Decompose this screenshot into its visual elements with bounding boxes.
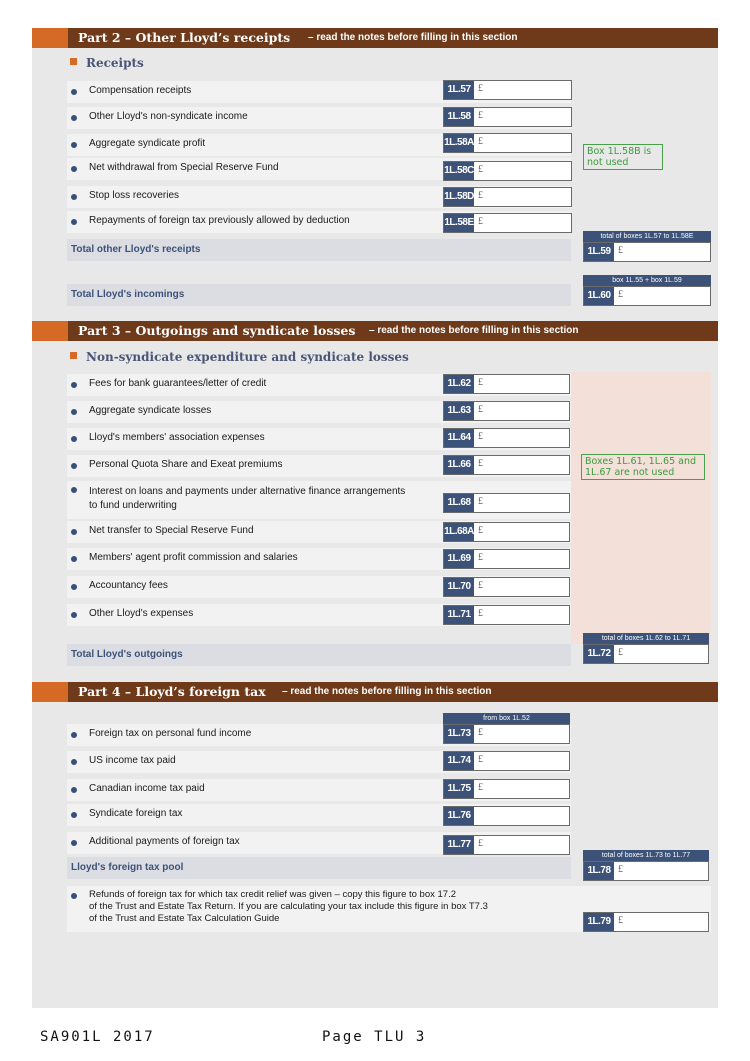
header-accent bbox=[32, 28, 68, 48]
box-code: 1L.59 bbox=[584, 243, 614, 261]
sum-label-1L59: total of boxes 1L.57 to 1L.58E bbox=[583, 231, 711, 242]
bullet-icon bbox=[71, 487, 77, 493]
total-label: Total other Lloyd's receipts bbox=[71, 244, 201, 255]
bullet-icon bbox=[71, 556, 77, 562]
row-label: Other Lloyd's non-syndicate income bbox=[89, 111, 248, 122]
expenditure-heading bbox=[70, 350, 409, 364]
note-box-unused-boxes: Boxes 1L.61, 1L.65 and 1L.67 are not used bbox=[581, 454, 705, 480]
bullet-icon bbox=[71, 732, 77, 738]
pound-sign: £ bbox=[478, 458, 483, 469]
amount-input-1L64[interactable] bbox=[488, 430, 567, 446]
bullet-icon bbox=[71, 194, 77, 200]
box-1L74[interactable] bbox=[443, 751, 570, 771]
sum-label-1L72: total of boxes 1L.62 to 1L.71 bbox=[583, 633, 709, 644]
amount-input-1L58[interactable] bbox=[488, 109, 569, 125]
box-1L78[interactable] bbox=[583, 861, 709, 881]
amount-input-1L79[interactable] bbox=[628, 914, 706, 930]
amount-input-1L58A[interactable] bbox=[488, 135, 569, 151]
box-1L72[interactable] bbox=[583, 644, 709, 664]
bullet-icon bbox=[71, 812, 77, 818]
form-id: SA901L 2017 bbox=[40, 1029, 155, 1045]
row-label: Stop loss recoveries bbox=[89, 190, 180, 201]
amount-input-1L75[interactable] bbox=[488, 781, 567, 797]
box-code: 1L.68A bbox=[444, 523, 474, 541]
amount-input-1L58C[interactable] bbox=[488, 163, 569, 179]
total-incomings-row bbox=[67, 284, 571, 306]
note-box-58B-unused: Box 1L.58B is not used bbox=[583, 144, 663, 170]
box-1L58[interactable] bbox=[443, 107, 572, 127]
box-1L68[interactable] bbox=[443, 493, 570, 513]
amount-input-1L63[interactable] bbox=[488, 403, 567, 419]
amount-input-1L78[interactable] bbox=[628, 863, 706, 879]
part3-note: – read the notes before filling in this section bbox=[369, 325, 579, 336]
bullet-square-icon bbox=[70, 352, 77, 359]
box-1L64[interactable] bbox=[443, 428, 570, 448]
header-accent bbox=[32, 321, 68, 341]
pound-sign: £ bbox=[478, 404, 483, 415]
pound-sign: £ bbox=[478, 525, 483, 536]
box-code: 1L.74 bbox=[444, 752, 474, 770]
box-code: 1L.79 bbox=[584, 913, 614, 931]
unused-boxes-panel bbox=[571, 372, 711, 644]
box-code: 1L.72 bbox=[584, 645, 614, 663]
box-code: 1L.58 bbox=[444, 108, 474, 126]
row-label: Members' agent profit commission and salaries bbox=[89, 552, 298, 563]
pound-sign: £ bbox=[618, 864, 623, 875]
part2-note: – read the notes before filling in this section bbox=[308, 32, 518, 43]
pound-sign: £ bbox=[478, 164, 483, 175]
row-label: Repayments of foreign tax previously allowed by deduction bbox=[89, 215, 350, 226]
pound-sign: £ bbox=[478, 838, 483, 849]
box-code: 1L.63 bbox=[444, 402, 474, 420]
pound-sign: £ bbox=[618, 289, 623, 300]
pound-sign: £ bbox=[478, 83, 483, 94]
bullet-icon bbox=[71, 787, 77, 793]
refunds-line3: of the Trust and Estate Tax Calculation Guide bbox=[89, 913, 280, 924]
pound-sign: £ bbox=[478, 754, 483, 765]
bullet-icon bbox=[71, 893, 77, 899]
amount-input-1L74[interactable] bbox=[488, 753, 567, 769]
box-1L58A[interactable] bbox=[443, 133, 572, 153]
pound-sign: £ bbox=[478, 727, 483, 738]
box-1L68A[interactable] bbox=[443, 522, 570, 542]
row-label: Net withdrawal from Special Reserve Fund bbox=[89, 162, 279, 173]
box-code: 1L.58A bbox=[444, 134, 474, 152]
box-1L71[interactable] bbox=[443, 605, 570, 625]
row-label: Additional payments of foreign tax bbox=[89, 836, 240, 847]
total-other-receipts-row bbox=[67, 239, 571, 261]
refunds-line2: of the Trust and Estate Tax Return. If you are calculating your tax include this figure in box T7.3 bbox=[89, 901, 488, 912]
pound-sign: £ bbox=[478, 608, 483, 619]
bullet-icon bbox=[71, 612, 77, 618]
total-label: Total Lloyd's outgoings bbox=[71, 649, 183, 660]
page-number: Page TLU 3 bbox=[322, 1029, 427, 1045]
box-code: 1L.73 bbox=[444, 725, 474, 743]
box-code: 1L.57 bbox=[444, 81, 474, 99]
box-code: 1L.70 bbox=[444, 578, 474, 596]
total-label: Total Lloyd's incomings bbox=[71, 289, 185, 300]
header-accent bbox=[32, 682, 68, 702]
pound-sign: £ bbox=[618, 647, 623, 658]
amount-input-1L62[interactable] bbox=[488, 376, 567, 392]
amount-input-1L76[interactable] bbox=[488, 808, 567, 824]
part2-header bbox=[32, 28, 718, 48]
pound-sign: £ bbox=[478, 377, 483, 388]
box-1L79[interactable] bbox=[583, 912, 709, 932]
pound-sign: £ bbox=[618, 245, 623, 256]
from-box-label: from box 1L.52 bbox=[443, 713, 570, 724]
bullet-icon bbox=[71, 584, 77, 590]
row-label: Accountancy fees bbox=[89, 580, 168, 591]
bullet-icon bbox=[71, 409, 77, 415]
expenditure-heading-text: Non-syndicate expenditure and syndicate losses bbox=[86, 350, 409, 364]
row-label-line1: Interest on loans and payments under alternative finance arrangements bbox=[89, 486, 406, 497]
pound-sign: £ bbox=[478, 190, 483, 201]
bullet-icon bbox=[71, 463, 77, 469]
bullet-icon bbox=[71, 142, 77, 148]
pound-sign: £ bbox=[478, 431, 483, 442]
box-1L60[interactable] bbox=[583, 286, 711, 306]
pound-sign: £ bbox=[478, 496, 483, 507]
row-label: Aggregate syndicate losses bbox=[89, 405, 212, 416]
box-code: 1L.66 bbox=[444, 456, 474, 474]
row-label: Fees for bank guarantees/letter of credit bbox=[89, 378, 267, 389]
pound-sign: £ bbox=[478, 216, 483, 227]
bullet-square-icon bbox=[70, 58, 77, 65]
amount-input-1L66[interactable] bbox=[488, 457, 567, 473]
box-1L75[interactable] bbox=[443, 779, 570, 799]
pound-sign: £ bbox=[478, 110, 483, 121]
amount-input-1L68A[interactable] bbox=[488, 524, 567, 540]
row-label: Aggregate syndicate profit bbox=[89, 138, 206, 149]
box-code: 1L.64 bbox=[444, 429, 474, 447]
box-code: 1L.62 bbox=[444, 375, 474, 393]
bullet-icon bbox=[71, 759, 77, 765]
pound-sign: £ bbox=[478, 552, 483, 563]
box-1L77[interactable] bbox=[443, 835, 570, 855]
receipts-heading bbox=[70, 56, 144, 70]
total-outgoings-row bbox=[67, 644, 571, 666]
bullet-icon bbox=[71, 219, 77, 225]
sum-label-1L60: box 1L.55 + box 1L.59 bbox=[583, 275, 711, 286]
box-1L76[interactable] bbox=[443, 806, 570, 826]
bullet-icon bbox=[71, 115, 77, 121]
amount-input-1L58D[interactable] bbox=[488, 189, 569, 205]
box-1L69[interactable] bbox=[443, 549, 570, 569]
bullet-icon bbox=[71, 382, 77, 388]
box-code: 1L.68 bbox=[444, 494, 474, 512]
part3-header bbox=[32, 321, 718, 341]
refunds-line1: Refunds of foreign tax for which tax credit relief was given – copy this figure to box 17.2 bbox=[89, 889, 456, 900]
receipts-heading-text: Receipts bbox=[86, 56, 144, 70]
box-code: 1L.58E bbox=[444, 214, 474, 232]
amount-input-1L59[interactable] bbox=[628, 244, 708, 260]
bullet-icon bbox=[71, 840, 77, 846]
pound-sign: £ bbox=[478, 580, 483, 591]
bullet-icon bbox=[71, 436, 77, 442]
amount-input-1L69[interactable] bbox=[488, 551, 567, 567]
box-1L70[interactable] bbox=[443, 577, 570, 597]
row-label: Compensation receipts bbox=[89, 85, 192, 96]
box-code: 1L.58D bbox=[444, 188, 474, 206]
box-code: 1L.60 bbox=[584, 287, 614, 305]
box-1L58E[interactable] bbox=[443, 213, 572, 233]
row-label: Net transfer to Special Reserve Fund bbox=[89, 525, 254, 536]
box-1L66[interactable] bbox=[443, 455, 570, 475]
amount-input-1L58E[interactable] bbox=[488, 215, 569, 231]
total-label: Lloyd's foreign tax pool bbox=[71, 862, 184, 873]
bullet-icon bbox=[71, 166, 77, 172]
part4-header bbox=[32, 682, 718, 702]
box-1L59[interactable] bbox=[583, 242, 711, 262]
row-label: US income tax paid bbox=[89, 755, 176, 766]
row-label: Foreign tax on personal fund income bbox=[89, 728, 252, 739]
amount-input-1L72[interactable] bbox=[628, 646, 706, 662]
foreign-tax-pool-row bbox=[67, 857, 571, 879]
amount-input-1L70[interactable] bbox=[488, 579, 567, 595]
box-code: 1L.58C bbox=[444, 162, 474, 180]
box-1L73[interactable] bbox=[443, 724, 570, 744]
row-label-line2: to fund underwriting bbox=[89, 500, 177, 511]
row-label: Canadian income tax paid bbox=[89, 783, 205, 794]
box-1L58C[interactable] bbox=[443, 161, 572, 181]
pound-sign: £ bbox=[618, 915, 623, 926]
box-1L58D[interactable] bbox=[443, 187, 572, 207]
amount-input-1L68[interactable] bbox=[488, 495, 567, 511]
amount-input-1L71[interactable] bbox=[488, 607, 567, 623]
bullet-icon bbox=[71, 89, 77, 95]
pound-sign: £ bbox=[478, 782, 483, 793]
row-label: Other Lloyd's expenses bbox=[89, 608, 194, 619]
part4-note: – read the notes before filling in this section bbox=[282, 686, 492, 697]
box-1L57[interactable] bbox=[443, 80, 572, 100]
bullet-icon bbox=[71, 529, 77, 535]
amount-input-1L57[interactable] bbox=[488, 82, 569, 98]
row-label: Personal Quota Share and Exeat premiums bbox=[89, 459, 283, 470]
row-label: Lloyd's members' association expenses bbox=[89, 432, 265, 443]
box-1L63[interactable] bbox=[443, 401, 570, 421]
box-1L62[interactable] bbox=[443, 374, 570, 394]
box-code: 1L.71 bbox=[444, 606, 474, 624]
part2-title: Part 2 – Other Lloyd’s receipts bbox=[78, 30, 291, 45]
box-code: 1L.77 bbox=[444, 836, 474, 854]
part4-title: Part 4 – Lloyd’s foreign tax bbox=[78, 684, 266, 699]
row-label: Syndicate foreign tax bbox=[89, 808, 183, 819]
box-code: 1L.78 bbox=[584, 862, 614, 880]
amount-input-1L60[interactable] bbox=[628, 288, 708, 304]
box-code: 1L.69 bbox=[444, 550, 474, 568]
part3-title: Part 3 – Outgoings and syndicate losses bbox=[78, 323, 356, 338]
amount-input-1L77[interactable] bbox=[488, 837, 567, 853]
sum-label-1L78: total of boxes 1L.73 to 1L.77 bbox=[583, 850, 709, 861]
amount-input-1L73[interactable] bbox=[488, 726, 567, 742]
box-code: 1L.76 bbox=[444, 807, 474, 825]
box-code: 1L.75 bbox=[444, 780, 474, 798]
pound-sign: £ bbox=[478, 136, 483, 147]
